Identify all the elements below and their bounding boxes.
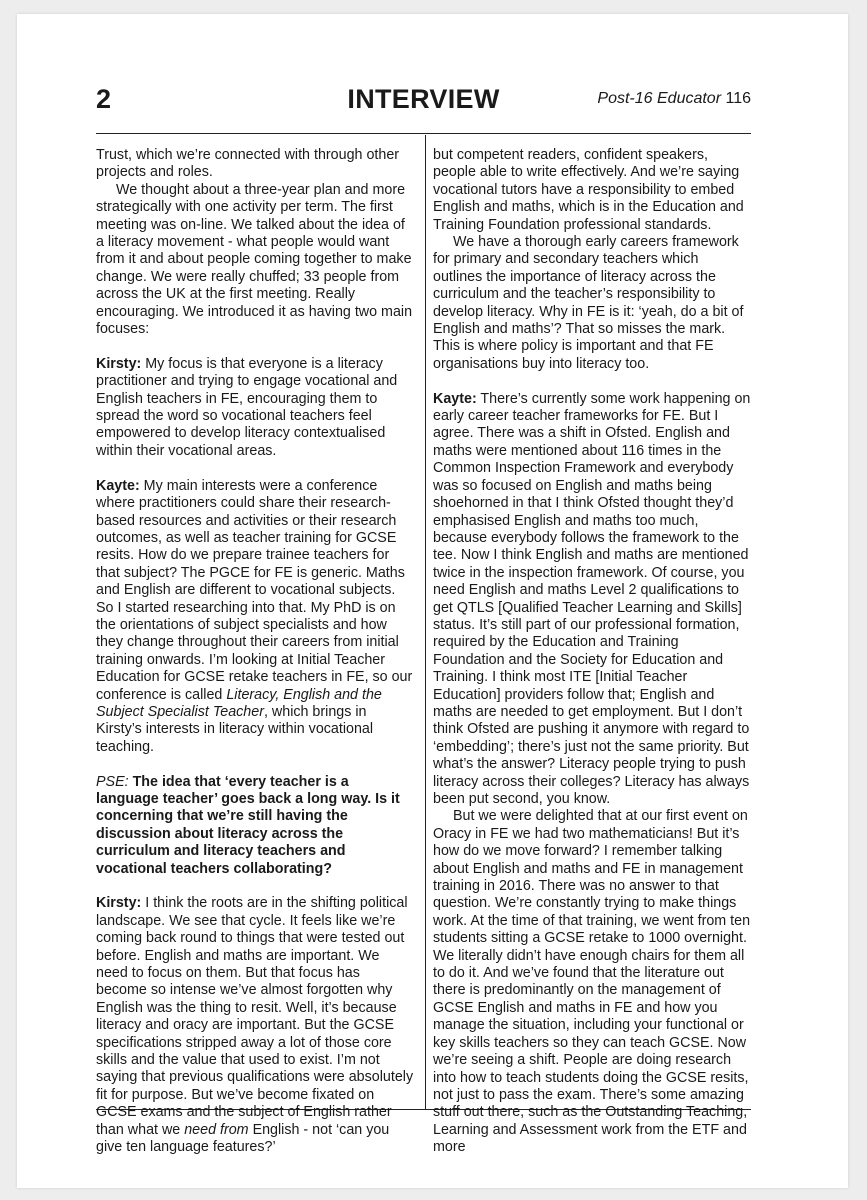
answer-text: I think the roots are in the shifting political landscape. We see that cycle. It feels like we’re coming back round to things that were tested out before. English and maths are important. We need to focus on them. But that focus has become so intense we’ve almost forgotten why English was the thing to resit. Well, it’s because literacy and oracy are important. But the GCSE specifications stripped away a lot of those core skills and the value that used to exist. I’m not saying that previous qualifications were absolutely fit for purpose. But we’ve become fixated on GCSE exams and the subject of English rather than what we [96,895,414,1138]
publication-label [597,88,751,110]
answer-text: English - not ‘can you give ten language features?’ [96,1121,390,1156]
page-number: 2 [96,84,112,114]
left-column [96,147,414,1157]
answer-paragraph [96,478,414,757]
publication-name: Post-16 Educator [597,90,722,107]
answer-text: My focus is that everyone is a literacy practitioner and trying to engage vocational and English teachers in FE, encouraging them to spread the word so vocational teachers feel empowered to develop literacy contextualised within their vocational areas. [96,355,398,459]
answer-paragraph [433,391,751,809]
question-text: The idea that ‘every teacher is a language teacher’ goes back a long way. Is it concerning that we’re still having the discussion about literacy across the curriculum and literacy teachers and vocational teachers collaborating? [96,773,400,877]
paragraph: but competent readers, confident speakers, people able to write effectively. And we’re saying vocational tutors have a responsibility to embed English and maths, which is in the Education and Training Foundation professional standards. [433,147,744,233]
answer-text: , which brings in Kirsty’s interests in literacy within vocational teaching. [96,703,374,755]
speaker-name: Kayte: [96,477,140,494]
conference-title: Literacy, English and the Subject Specialist Teacher [96,686,382,720]
answer-paragraph [96,356,414,460]
page-header [96,84,751,124]
question-paragraph [96,774,414,878]
speaker-name: Kayte: [433,390,477,407]
header-rule [96,133,751,134]
section-title: INTERVIEW [347,84,500,114]
paragraph: We have a thorough early careers framework for primary and secondary teachers which outlines the importance of literacy across the curriculum and the teacher’s responsibility to develop literacy. Why in FE is it: ‘yeah, do a bit of English and maths’? That so misses the mark. This is where policy is important and that FE organisations buy into literacy too. [433,234,744,372]
speaker-name: Kirsty: [96,355,142,372]
answer-paragraph [96,895,414,1156]
column-divider [425,135,426,1109]
answer-text: My main interests were a conference where practitioners could share their research-based resources and activities or their research outcomes, as well as teacher training for GCSE resits. How do we prepare trainee teachers for that subject? The PGCE for FE is generic. Maths and English are different to vocational subjects. So I started researching into that. My PhD is on the orientations of subject specialists and how they change throughout their careers from initial training onwards. I’m looking at Initial Teacher Education for GCSE retake teachers in FE, so our conference is called [96,477,413,703]
answer-text: There’s currently some work happening on early career teacher frameworks for FE. But I agree. There was a shift in Ofsted. English and maths were mentioned about 116 times in the Common Inspection Framework and everybody was so focused on English and maths being shoehorned in that I think Ofsted thought they’d emphasised English and maths too much, because everybody follows the framework to the tee. Now I think English and maths are mentioned twice in the inspection framework. Of course, you need English and maths Level 2 qualifications to get QTLS [Qualified Teacher Learning and Skills] status. It’s still part of our professional formation, required by the Education and Training Foundation and the Society for Education and Training. I think most ITE [Initial Teacher Education] providers follow that; English and maths are needed to get employment. But I don’t think Ofsted are pushing it anymore with regard to ‘embedding’; there’s just not the same priority. But what’s the answer? Literacy people trying to push literacy across their colleges? Literacy has always been put second, you know. [433,390,751,808]
right-column [433,147,751,1157]
interviewer-label: PSE: [96,773,129,790]
speaker-name: Kirsty: [96,895,142,912]
issue-number: 116 [725,90,751,107]
emphasis-text: need from [184,1121,249,1138]
paragraph: But we were delighted that at our first event on Oracy in FE we had two mathematicians! But it’s how do we move forward? I remember talking about English and maths and FE in management training in 2016. There was no answer to that question. We’re constantly trying to make things work. At the time of that training, we went from ten students sitting a GCSE retake to 1000 overnight. We literally didn’t have enough chairs for them all to do it. And we’ve found that the literature out there is predominantly on the management of GCSE English and maths in FE and how you manage the situation, including your functional or key skills teachers so they can teach GCSE. Now we’re seeing a shift. People are doing research into how to teach students doing the GCSE resits, not just to pass the exam. There’s some amazing stuff out there, such as the Outstanding Teaching, Learning and Assessment work from the ETF and more [433,808,751,1156]
paragraph: We thought about a three-year plan and more strategically with one activity per term. The first meeting was on-line. We talked about the idea of a literacy movement - what people would want from it and about people coming together to make change. We were really chuffed; 33 people from across the UK at the first meeting. Really encouraging. We introduced it as having two main focuses: [96,181,413,338]
paragraph: Trust, which we’re connected with through other projects and roles. [96,147,400,181]
